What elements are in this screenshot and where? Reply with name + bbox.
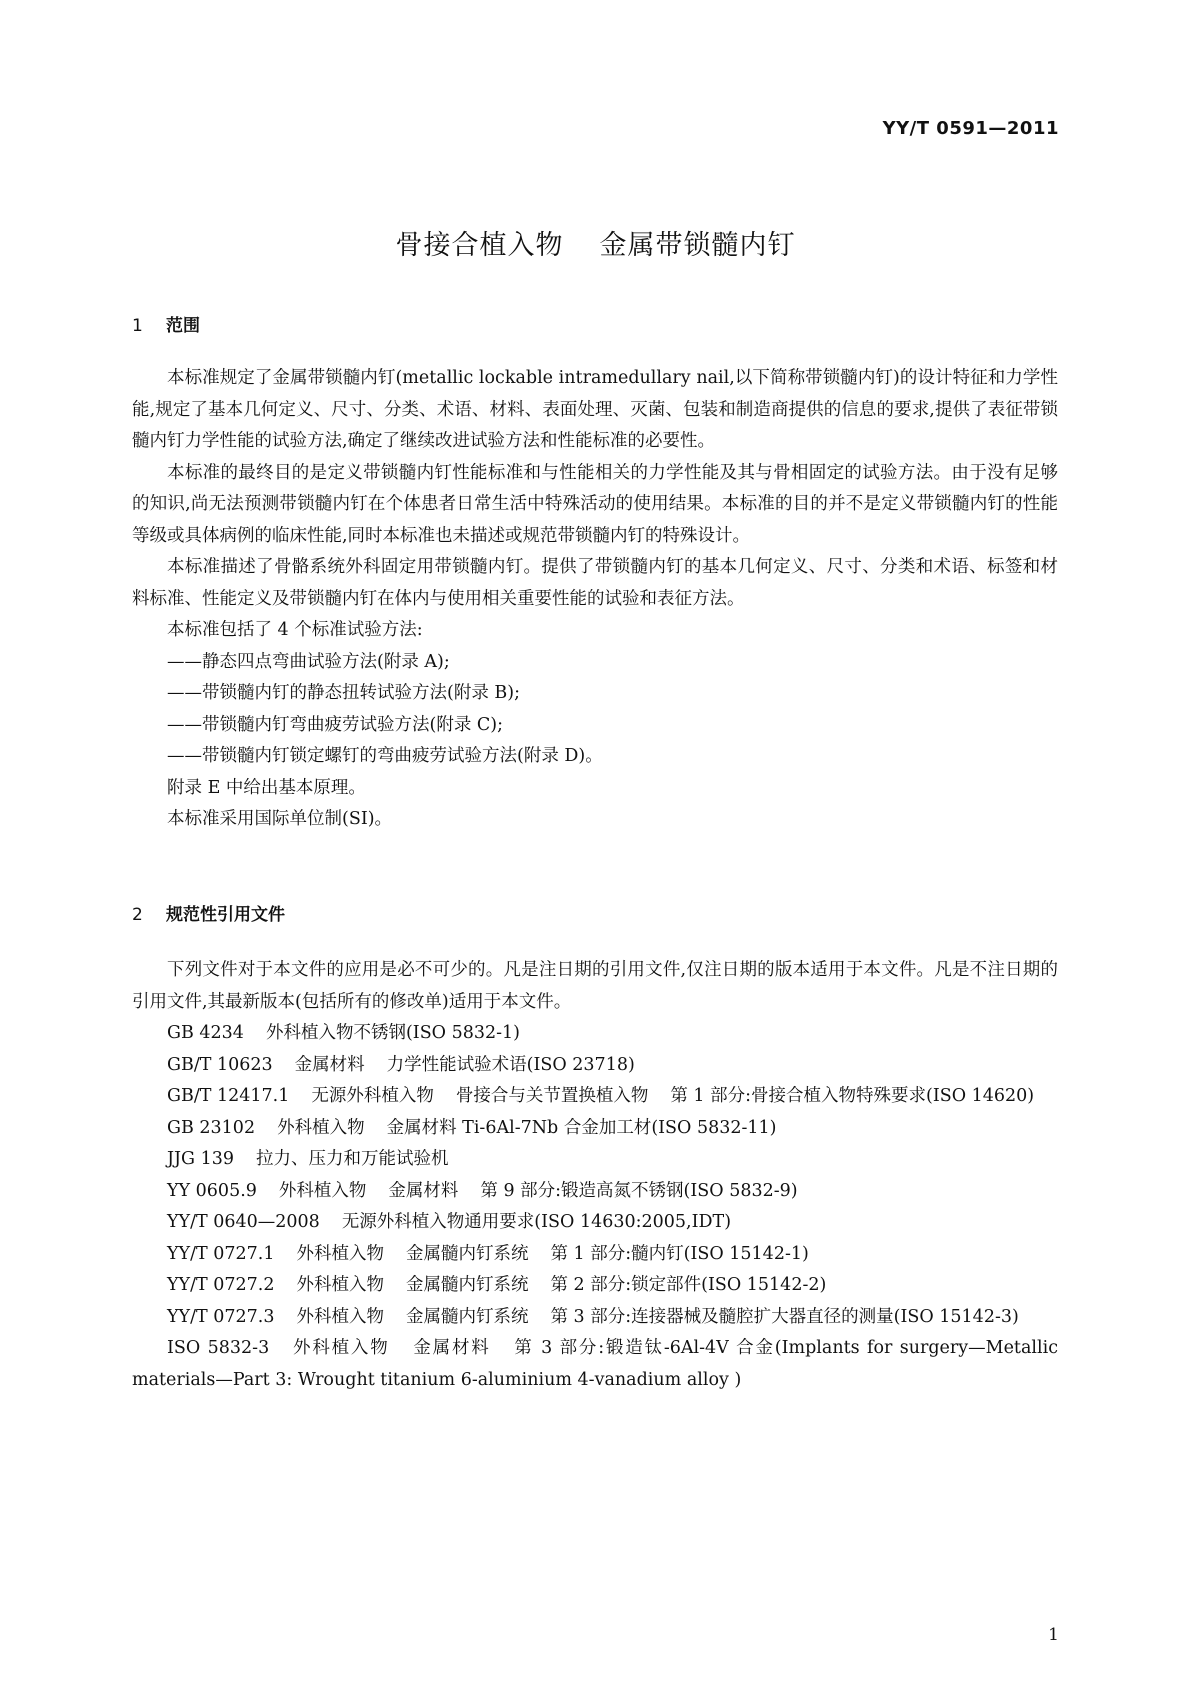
section-2-heading: [132, 900, 285, 925]
method-list-item: ——静态四点弯曲试验方法(附录 A);: [167, 651, 450, 672]
reference-item: [132, 1270, 1058, 1302]
section-2-intro: 下列文件对于本文件的应用是必不可少的。凡是注日期的引用文件,仅注日期的版本适用于本文件。凡是不注日期的引用文件,其最新版本(包括所有的修改单)适用于本文件。: [132, 960, 1058, 1012]
reference-title-part: 金属材料: [294, 1054, 365, 1075]
method-list-item: ——带锁髓内钉的静态扭转试验方法(附录 B);: [167, 683, 520, 703]
reference-title-part: 金属髓内钉系统: [405, 1275, 529, 1295]
reference-item: [132, 1081, 1058, 1113]
reference-title-part: 金属髓内钉系统: [405, 1243, 529, 1264]
reference-title-part: 第 1 部分:骨接合植入物特殊要求(ISO 14620): [670, 1086, 1035, 1106]
reference-title-part: 第 3 部分:锻造钛-6Al-4V 合金(Implants for surgery—Metallic materials—Part 3: Wrought titanium 6-aluminium 4-vanadium alloy ): [132, 1338, 1058, 1390]
reference-code: GB 4234: [167, 1023, 244, 1043]
section-2-number: 2: [132, 905, 143, 925]
reference-code: GB 23102: [167, 1117, 256, 1138]
reference-item: [132, 1176, 1058, 1208]
reference-item: [132, 1239, 1058, 1271]
reference-item: [132, 1050, 1058, 1082]
reference-title-part: 金属髓内钉系统: [405, 1306, 529, 1327]
method-list-item: ——带锁髓内钉弯曲疲劳试验方法(附录 C);: [167, 714, 504, 735]
reference-code: YY/T 0727.2: [167, 1275, 275, 1295]
section-1-paragraph: 本标准包括了 4 个标准试验方法:: [167, 620, 423, 640]
method-list-item: ——带锁髓内钉锁定螺钉的弯曲疲劳试验方法(附录 D)。: [167, 746, 603, 766]
reference-code: YY/T 0640—2008: [167, 1212, 320, 1232]
document-title: [0, 223, 1191, 262]
reference-title-part: 拉力、压力和万能试验机: [255, 1149, 449, 1169]
reference-list: [132, 1018, 1058, 1396]
section-2-body: [132, 955, 1058, 1396]
reference-title-part: 第 3 部分:连接器械及髓腔扩大器直径的测量(ISO 15142-3): [550, 1306, 1019, 1327]
section-1-closing: 本标准采用国际单位制(SI)。: [167, 809, 393, 829]
reference-title-part: 第 9 部分:锻造高氮不锈钢(ISO 5832-9): [480, 1180, 798, 1201]
reference-title-part: 金属材料: [411, 1338, 491, 1358]
title-part-1: 骨接合植入物: [395, 230, 564, 261]
reference-title-part: 无源外科植入物通用要求(ISO 14630:2005,IDT): [341, 1212, 732, 1232]
reference-title-part: 外科植入物: [278, 1180, 367, 1201]
reference-title-part: 外科植入物: [296, 1243, 384, 1264]
section-1-paragraph: 本标准规定了金属带锁髓内钉(metallic lockable intramedullary nail,以下简称带锁髓内钉)的设计特征和力学性能,规定了基本几何定义、尺寸、分类、术语、材料、表面处理、灭菌、包装和制造商提供的信息的要求,提供了表征带锁髓内钉力学性能的试验方法,确定了继续改进试验方法和性能标准的必要性。: [132, 368, 1058, 451]
reference-title-part: 外科植入物: [277, 1117, 365, 1138]
reference-title-part: 金属材料 Ti-6Al-7Nb 合金加工材(ISO 5832-11): [386, 1117, 777, 1138]
reference-title-part: 外科植入物: [296, 1306, 384, 1327]
section-1-paragraph: 本标准的最终目的是定义带锁髓内钉性能标准和与性能相关的力学性能及其与骨相固定的试验方法。由于没有足够的知识,尚无法预测带锁髓内钉在个体患者日常生活中特殊活动的使用结果。本标准的目的并不是定义带锁髓内钉的性能等级或具体病例的临床性能,同时本标准也未描述或规范带锁髓内钉的特殊设计。: [132, 462, 1058, 546]
reference-title-part: 第 2 部分:锁定部件(ISO 15142-2): [550, 1275, 827, 1295]
reference-code: YY 0605.9: [167, 1180, 257, 1201]
reference-code: JJG 139: [167, 1149, 234, 1169]
section-2-title: 规范性引用文件: [166, 905, 285, 925]
reference-item: [132, 1302, 1058, 1334]
page-number: 1: [1048, 1625, 1059, 1645]
reference-title-part: 无源外科植入物: [311, 1086, 434, 1106]
reference-code: ISO 5832-3: [167, 1338, 270, 1358]
title-part-2: 金属带锁髓内钉: [599, 230, 796, 261]
reference-item: [132, 1207, 1058, 1239]
standard-number: YY/T 0591—2011: [882, 118, 1059, 139]
reference-title-part: 骨接合与关节置换植入物: [455, 1086, 649, 1106]
reference-item: [132, 1333, 1058, 1396]
reference-title-part: 外科植入物: [291, 1338, 390, 1358]
reference-code: YY/T 0727.3: [167, 1306, 275, 1327]
section-1-number: 1: [132, 316, 143, 336]
reference-item: [132, 1113, 1058, 1145]
reference-title-part: 第 1 部分:髓内钉(ISO 15142-1): [550, 1243, 809, 1264]
reference-title-part: 力学性能试验术语(ISO 23718): [386, 1054, 635, 1075]
section-1-closing: 附录 E 中给出基本原理。: [167, 777, 366, 798]
reference-code: GB/T 10623: [167, 1054, 273, 1075]
reference-item: [132, 1018, 1058, 1050]
reference-title-part: 外科植入物不锈钢(ISO 5832-1): [265, 1023, 521, 1043]
reference-code: GB/T 12417.1: [167, 1086, 290, 1106]
section-1-title: 范围: [166, 316, 200, 336]
reference-item: [132, 1144, 1058, 1176]
section-1-body: [132, 363, 1058, 836]
reference-code: YY/T 0727.1: [167, 1243, 275, 1264]
reference-title-part: 金属材料: [388, 1180, 459, 1201]
reference-title-part: 外科植入物: [296, 1275, 384, 1295]
section-1-heading: [132, 311, 200, 336]
section-1-paragraph: 本标准描述了骨骼系统外科固定用带锁髓内钉。提供了带锁髓内钉的基本几何定义、尺寸、分类和术语、标签和材料标准、性能定义及带锁髓内钉在体内与使用相关重要性能的试验和表征方法。: [132, 557, 1058, 609]
